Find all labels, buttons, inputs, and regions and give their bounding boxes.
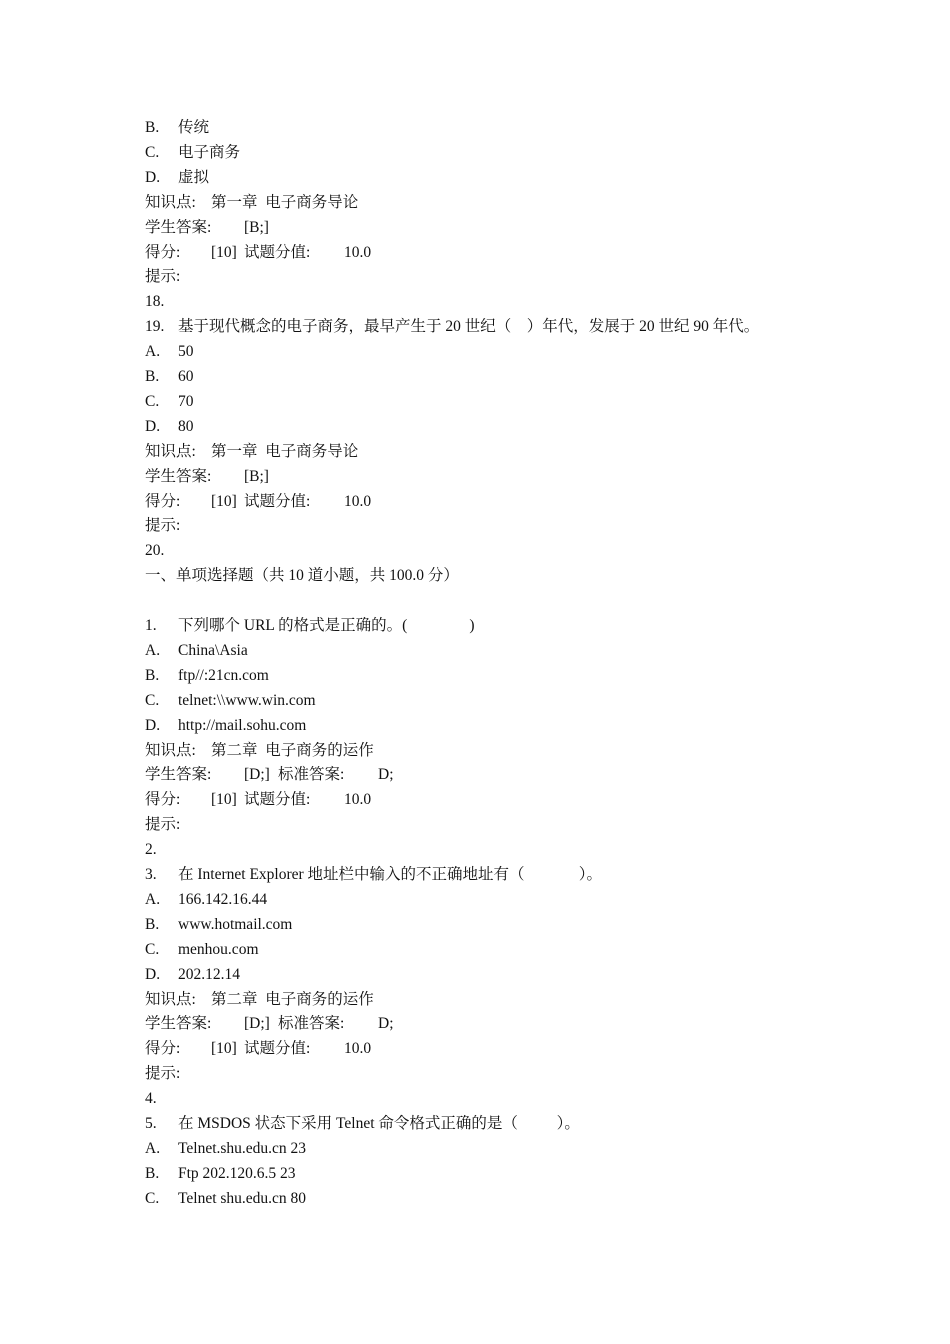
item-value-label: 试题分值: <box>244 243 311 261</box>
option-line <box>145 713 306 738</box>
student-answer-label: 学生答案: <box>145 766 212 784</box>
knowledge-point-text: 第二章 电子商务的运作 <box>211 741 374 759</box>
line-text: 4. <box>145 1090 157 1108</box>
question-line <box>145 613 475 638</box>
option-text: Telnet shu.edu.cn 80 <box>178 1189 307 1207</box>
option-label: A. <box>145 343 161 361</box>
score-value: [10] <box>211 492 237 510</box>
text-line <box>145 563 459 588</box>
item-value: 10.0 <box>344 791 372 809</box>
question-line <box>145 1111 580 1136</box>
option-line <box>145 1136 306 1161</box>
option-line <box>145 339 194 364</box>
option-text: www.hotmail.com <box>178 915 293 933</box>
question-text: 基于现代概念的电子商务，最早产生于 20 世纪（ ）年代，发展于 20 世纪 90 年代。 <box>178 318 760 336</box>
score-label: 得分: <box>145 1040 181 1058</box>
question-text: 下列哪个 URL 的格式是正确的。( ) <box>178 617 475 634</box>
option-label: B. <box>145 1164 160 1182</box>
option-text: Ftp 202.120.6.5 23 <box>178 1164 296 1182</box>
option-label: C. <box>145 392 160 410</box>
student-answer-value: [B;] <box>244 218 269 236</box>
student-answer-line <box>145 1011 394 1036</box>
option-line <box>145 887 267 912</box>
item-value-label: 试题分值: <box>244 1040 311 1058</box>
score-line <box>145 240 371 265</box>
standard-answer-label: 标准答案: <box>278 766 345 784</box>
question-text: 在 MSDOS 状态下采用 Telnet 命令格式正确的是（ ）。 <box>178 1115 580 1132</box>
knowledge-point-label: 知识点: <box>145 741 196 759</box>
question-line <box>145 314 759 339</box>
text-line <box>145 812 180 837</box>
text-line <box>145 1061 180 1086</box>
option-line <box>145 414 194 439</box>
option-text: http://mail.sohu.com <box>178 716 307 734</box>
option-text: 202.12.14 <box>178 965 240 983</box>
option-label: D. <box>145 965 161 983</box>
option-label: D. <box>145 168 161 186</box>
line-text: 提示: <box>145 816 181 834</box>
option-label: B. <box>145 915 160 933</box>
question-number: 1. <box>145 617 157 634</box>
item-value: 10.0 <box>344 1040 372 1058</box>
option-text: 虚拟 <box>178 168 210 186</box>
option-text: 166.142.16.44 <box>178 890 268 908</box>
option-line <box>145 638 248 663</box>
item-value: 10.0 <box>344 243 372 261</box>
option-label: C. <box>145 143 160 161</box>
question-number: 5. <box>145 1115 157 1132</box>
knowledge-point-label: 知识点: <box>145 442 196 460</box>
option-label: D. <box>145 716 161 734</box>
question-line <box>145 862 602 887</box>
option-line <box>145 1186 306 1211</box>
option-line <box>145 364 194 389</box>
score-line <box>145 1036 371 1061</box>
option-text: 70 <box>178 392 194 410</box>
student-answer-label: 学生答案: <box>145 218 212 236</box>
option-text: menhou.com <box>178 940 259 958</box>
question-number: 19. <box>145 318 165 336</box>
knowledge-point-line <box>145 738 374 763</box>
student-answer-line <box>145 762 394 787</box>
score-label: 得分: <box>145 492 181 510</box>
text-line <box>145 837 157 862</box>
student-answer-value: [B;] <box>244 467 269 485</box>
knowledge-point-line <box>145 439 358 464</box>
option-label: B. <box>145 666 160 684</box>
student-answer-value: [D;] <box>244 1015 270 1033</box>
knowledge-point-label: 知识点: <box>145 990 196 1008</box>
option-label: C. <box>145 691 160 709</box>
line-text: 提示: <box>145 517 181 535</box>
knowledge-point-text: 第二章 电子商务的运作 <box>211 990 374 1008</box>
score-label: 得分: <box>145 243 181 261</box>
option-text: 电子商务 <box>178 143 241 161</box>
option-label: D. <box>145 417 161 435</box>
score-line <box>145 489 371 514</box>
option-label: B. <box>145 368 160 385</box>
option-line <box>145 912 292 937</box>
option-line <box>145 937 259 962</box>
student-answer-label: 学生答案: <box>145 1015 212 1033</box>
option-text: 传统 <box>178 119 210 136</box>
option-line <box>145 140 240 165</box>
score-line <box>145 787 371 812</box>
option-label: A. <box>145 890 161 908</box>
option-label: B. <box>145 119 160 136</box>
option-line <box>145 663 269 688</box>
knowledge-point-line <box>145 987 374 1012</box>
item-value: 10.0 <box>344 492 372 510</box>
option-line <box>145 115 209 140</box>
option-line <box>145 1161 296 1186</box>
option-text: 80 <box>178 417 194 435</box>
option-label: A. <box>145 1139 161 1157</box>
option-text: 60 <box>178 368 194 385</box>
line-text: 一、单项选择题（共 10 道小题，共 100.0 分） <box>145 567 459 585</box>
text-line <box>145 1086 157 1111</box>
student-answer-line <box>145 464 278 489</box>
student-answer-line <box>145 215 278 240</box>
text-line <box>145 538 164 563</box>
line-text: 提示: <box>145 1065 181 1083</box>
knowledge-point-text: 第一章 电子商务导论 <box>211 193 359 211</box>
option-text: ftp//:21cn.com <box>178 666 269 684</box>
score-value: [10] <box>211 791 237 809</box>
knowledge-point-label: 知识点: <box>145 193 196 211</box>
option-text: telnet:\\www.win.com <box>178 691 316 709</box>
student-answer-label: 学生答案: <box>145 467 212 485</box>
option-text: China\Asia <box>178 641 248 659</box>
line-text: 18. <box>145 293 165 311</box>
score-value: [10] <box>211 243 237 261</box>
score-label: 得分: <box>145 791 181 809</box>
score-value: [10] <box>211 1040 237 1058</box>
option-text: 50 <box>178 343 194 361</box>
standard-answer-label: 标准答案: <box>278 1015 345 1033</box>
item-value-label: 试题分值: <box>244 791 311 809</box>
text-line <box>145 264 180 289</box>
question-text: 在 Internet Explorer 地址栏中输入的不正确地址有（ ）。 <box>178 866 603 883</box>
option-line <box>145 165 209 190</box>
question-number: 3. <box>145 866 157 883</box>
option-line <box>145 389 194 414</box>
line-text: 2. <box>145 841 157 859</box>
option-text: Telnet.shu.edu.cn 23 <box>178 1139 307 1157</box>
option-label: C. <box>145 940 160 958</box>
knowledge-point-line <box>145 190 358 215</box>
option-line <box>145 962 240 987</box>
option-label: A. <box>145 641 161 659</box>
standard-answer-value: D; <box>378 1015 394 1033</box>
student-answer-value: [D;] <box>244 766 270 784</box>
item-value-label: 试题分值: <box>244 492 311 510</box>
text-line <box>145 289 164 314</box>
option-line <box>145 688 316 713</box>
knowledge-point-text: 第一章 电子商务导论 <box>211 442 359 460</box>
line-text: 20. <box>145 542 165 560</box>
text-line <box>145 513 180 538</box>
standard-answer-value: D; <box>378 766 394 784</box>
option-label: C. <box>145 1189 160 1207</box>
line-text: 提示: <box>145 268 181 286</box>
